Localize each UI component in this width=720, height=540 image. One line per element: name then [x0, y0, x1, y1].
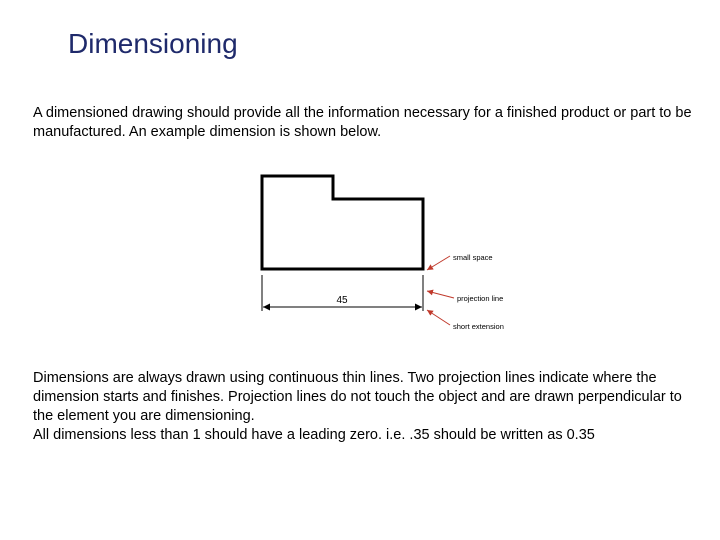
label-projection-line: projection line — [457, 294, 504, 303]
leader-short-extension — [427, 310, 450, 325]
label-short-extension: short extension — [453, 322, 504, 331]
object-outline — [262, 176, 423, 269]
notes-paragraph-1: Dimensions are always drawn using continuous thin lines. Two projection lines indicate where the dimension starts and finishes. Projection lines do not touch the object and are drawn perpendicular to the element you are dimensioning. — [33, 370, 682, 424]
label-small-space: small space — [453, 253, 493, 262]
dimension-value: 45 — [336, 295, 348, 306]
notes-block — [33, 369, 698, 445]
intro-paragraph: A dimensioned drawing should provide all the information necessary for a finished product or part to be manufactured. An example dimension is shown below. — [33, 105, 692, 140]
slide-title: Dimensioning — [68, 28, 238, 59]
leader-projection-line — [427, 291, 454, 298]
leader-small-space — [427, 256, 450, 270]
dimension-diagram — [250, 165, 540, 340]
notes-paragraph-2: All dimensions less than 1 should have a leading zero. i.e. .35 should be written as 0.35 — [33, 427, 595, 443]
